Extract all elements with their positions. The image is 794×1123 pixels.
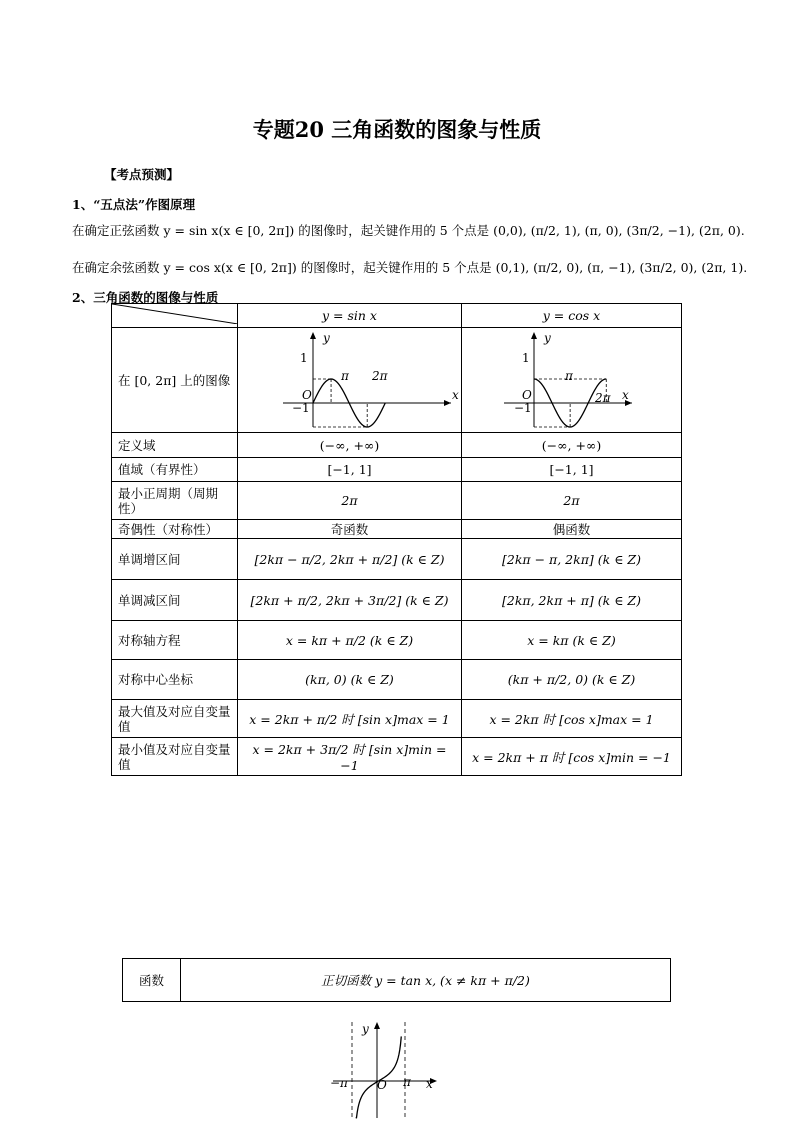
cos-range: [−1, 1] <box>462 458 682 482</box>
cos-origin-label: O <box>522 388 532 402</box>
row-label-decreasing: 单调减区间 <box>112 580 238 621</box>
sin-period: 2π <box>238 482 462 520</box>
tan-pi-label: π <box>403 1075 411 1089</box>
cos-period: 2π <box>462 482 682 520</box>
tangent-graph <box>325 1018 445 1120</box>
cos-2pi-label: 2π <box>595 391 611 405</box>
row-label-center: 对称中心坐标 <box>112 660 238 700</box>
header-sin: y = sin x <box>238 304 462 328</box>
cos-increasing: [2kπ − π, 2kπ] (k ∈ Z) <box>462 539 682 580</box>
row-label-increasing: 单调增区间 <box>112 539 238 580</box>
cosine-graph <box>462 328 682 429</box>
cos-y-label: y <box>544 331 551 345</box>
sin-min: x = 2kπ + 3π/2 时 [sin x]min = −1 <box>238 738 462 776</box>
sin-y-arrow <box>310 332 316 339</box>
cos-one-label: 1 <box>522 351 530 365</box>
cos-pi-label: π <box>565 369 573 383</box>
five-point-cos-text: 在确定余弦函数 y = cos x(x ∈ [0, 2π]) 的图像时，起关键作用的 5 个点是 (0,1), (π/2, 0), (π, −1), (3π/2, 0), (2π, 1). <box>72 260 748 275</box>
cos-min: x = 2kπ + π 时 [cos x]min = −1 <box>462 738 682 776</box>
page-title: 专题20 三角函数的图象与性质 <box>252 117 542 142</box>
cos-axis: x = kπ (k ∈ Z) <box>462 621 682 660</box>
corner-cell <box>112 304 238 328</box>
row-label-parity: 奇偶性（对称性） <box>112 520 238 539</box>
row-label-graph: 在 [0, 2π] 上的图像 <box>112 328 238 433</box>
five-point-sin-text: 在确定正弦函数 y = sin x(x ∈ [0, 2π]) 的图像时，起关键作用的 5 个点是 (0,0), (π/2, 1), (π, 0), (3π/2, −1), (2π, 0). <box>72 223 745 238</box>
sin-graph-cell <box>238 328 462 433</box>
tan-y-arrow <box>374 1022 380 1029</box>
cos-x-label: x <box>622 388 629 402</box>
sin-axis: x = kπ + π/2 (k ∈ Z) <box>238 621 462 660</box>
sine-graph <box>238 328 462 429</box>
sin-domain: (−∞, +∞) <box>238 433 462 458</box>
row-label-range: 值域（有界性） <box>112 458 238 482</box>
sin-y-label: y <box>323 331 330 345</box>
tan-label: 函数 <box>123 959 181 1002</box>
row-label-max: 最大值及对应自变量值 <box>112 700 238 738</box>
row-label-domain: 定义域 <box>112 433 238 458</box>
sin-neg-one-label: −1 <box>292 401 310 415</box>
sin-one-label: 1 <box>300 351 308 365</box>
cos-center: (kπ + π/2, 0) (k ∈ Z) <box>462 660 682 700</box>
sin-center: (kπ, 0) (k ∈ Z) <box>238 660 462 700</box>
forecast-label: 【考点预测】 <box>104 167 180 182</box>
sin-2pi-label: 2π <box>372 369 388 383</box>
tan-function: 正切函数 y = tan x, (x ≠ kπ + π/2) <box>181 959 671 1002</box>
cos-y-arrow <box>531 332 537 339</box>
cos-parity: 偶函数 <box>462 520 682 539</box>
cos-decreasing: [2kπ, 2kπ + π] (k ∈ Z) <box>462 580 682 621</box>
tan-x-label: x <box>426 1077 433 1091</box>
sin-parity: 奇函数 <box>238 520 462 539</box>
sin-x-arrow <box>444 400 451 406</box>
sin-pi-label: π <box>341 369 349 383</box>
sin-decreasing: [2kπ + π/2, 2kπ + 3π/2] (k ∈ Z) <box>238 580 462 621</box>
sin-increasing: [2kπ − π/2, 2kπ + π/2] (k ∈ Z) <box>238 539 462 580</box>
cos-domain: (−∞, +∞) <box>462 433 682 458</box>
tan-neg-pi-label: −π <box>330 1076 348 1090</box>
row-label-axis: 对称轴方程 <box>112 621 238 660</box>
sin-range: [−1, 1] <box>238 458 462 482</box>
tan-origin-label: O <box>377 1078 387 1092</box>
tan-y-label: y <box>362 1022 369 1036</box>
properties-table <box>111 303 682 776</box>
header-cos: y = cos x <box>462 304 682 328</box>
cos-graph-cell <box>462 328 682 433</box>
cos-neg-one-label: −1 <box>514 401 532 415</box>
section1-heading: 1、“五点法”作图原理 <box>72 197 196 212</box>
sin-max: x = 2kπ + π/2 时 [sin x]max = 1 <box>238 700 462 738</box>
diagonal-line <box>112 304 238 324</box>
sin-x-label: x <box>452 388 459 402</box>
section2-heading: 2、三角函数的图像与性质 <box>72 290 219 305</box>
cos-max: x = 2kπ 时 [cos x]max = 1 <box>462 700 682 738</box>
tan-table <box>122 958 671 1002</box>
sin-origin-label: O <box>302 388 312 402</box>
row-label-period: 最小正周期（周期性） <box>112 482 238 520</box>
row-label-min: 最小值及对应自变量值 <box>112 738 238 776</box>
